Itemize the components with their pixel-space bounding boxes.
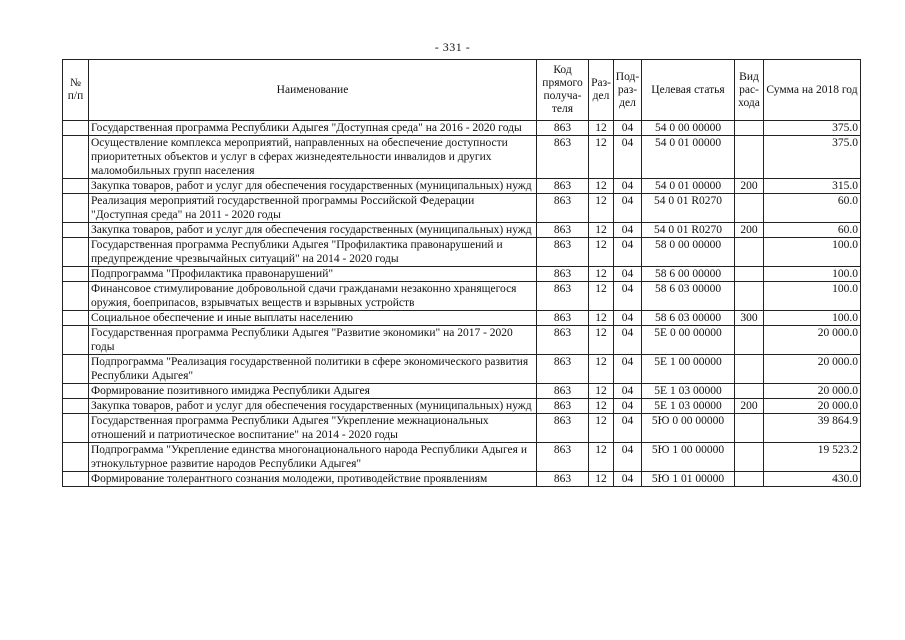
cell-section: 12 [589,443,614,472]
cell-target: 5Е 0 00 00000 [642,326,735,355]
cell-section: 12 [589,311,614,326]
cell-num [63,194,89,223]
cell-num [63,414,89,443]
table-row [63,267,861,282]
cell-target: 58 6 03 00000 [642,311,735,326]
header-section: Раз-дел [589,60,614,121]
cell-code: 863 [537,443,589,472]
cell-exp-type: 200 [735,179,764,194]
cell-subsection: 04 [614,267,642,282]
cell-amount: 430.0 [764,472,861,487]
cell-target: 58 0 00 00000 [642,238,735,267]
cell-code: 863 [537,238,589,267]
cell-code: 863 [537,355,589,384]
cell-num [63,472,89,487]
cell-code: 863 [537,311,589,326]
cell-amount: 60.0 [764,223,861,238]
cell-subsection: 04 [614,326,642,355]
cell-num [63,311,89,326]
cell-exp-type [735,121,764,136]
cell-subsection: 04 [614,311,642,326]
cell-num [63,267,89,282]
table-row [63,282,861,311]
cell-exp-type [735,267,764,282]
cell-subsection: 04 [614,384,642,399]
header-exp-type: Вид рас-хода [735,60,764,121]
cell-section: 12 [589,355,614,384]
cell-subsection: 04 [614,443,642,472]
cell-name: Государственная программа Республики Адыгея "Укрепление межнациональных отношений и патриотическое воспитание" на 2014 - 2020 годы [89,414,537,443]
cell-name: Формирование позитивного имиджа Республики Адыгея [89,384,537,399]
cell-subsection: 04 [614,179,642,194]
table-row [63,179,861,194]
table-row [63,238,861,267]
cell-exp-type: 200 [735,223,764,238]
cell-amount: 375.0 [764,121,861,136]
cell-name: Подпрограмма "Укрепление единства многонационального народа Республики Адыгея и этнокультурное развитие народов Республики Адыгея" [89,443,537,472]
cell-subsection: 04 [614,223,642,238]
table-row [63,355,861,384]
cell-section: 12 [589,238,614,267]
cell-num [63,384,89,399]
cell-code: 863 [537,472,589,487]
cell-exp-type [735,282,764,311]
cell-code: 863 [537,194,589,223]
cell-name: Подпрограмма "Профилактика правонарушений" [89,267,537,282]
cell-exp-type [735,384,764,399]
cell-code: 863 [537,282,589,311]
cell-amount: 20 000.0 [764,326,861,355]
cell-target: 54 0 00 00000 [642,121,735,136]
cell-code: 863 [537,326,589,355]
header-amount: Сумма на 2018 год [764,60,861,121]
cell-exp-type [735,194,764,223]
cell-code: 863 [537,267,589,282]
cell-target: 54 0 01 00000 [642,136,735,179]
header-code: Код прямого получа-теля [537,60,589,121]
table-row [63,472,861,487]
cell-name: Закупка товаров, работ и услуг для обеспечения государственных (муниципальных) нужд [89,223,537,238]
cell-subsection: 04 [614,414,642,443]
cell-name: Закупка товаров, работ и услуг для обеспечения государственных (муниципальных) нужд [89,179,537,194]
cell-target: 5Е 1 03 00000 [642,399,735,414]
cell-name: Подпрограмма "Реализация государственной политики в сфере экономического развития Республики Адыгея" [89,355,537,384]
table-row [63,223,861,238]
cell-num [63,399,89,414]
cell-amount: 20 000.0 [764,355,861,384]
page-number: - 331 - [434,40,471,54]
cell-section: 12 [589,472,614,487]
cell-subsection: 04 [614,194,642,223]
cell-name: Закупка товаров, работ и услуг для обеспечения государственных (муниципальных) нужд [89,399,537,414]
cell-target: 5Ю 1 01 00000 [642,472,735,487]
table-body [63,121,861,487]
cell-section: 12 [589,179,614,194]
table-row [63,414,861,443]
cell-code: 863 [537,136,589,179]
cell-name: Государственная программа Республики Адыгея "Развитие экономики" на 2017 - 2020 годы [89,326,537,355]
cell-name: Финансовое стимулирование добровольной сдачи гражданами незаконно хранящегося оружия, боеприпасов, взрывчатых веществ и взрывных устройств [89,282,537,311]
cell-subsection: 04 [614,238,642,267]
cell-exp-type [735,326,764,355]
cell-exp-type [735,136,764,179]
cell-code: 863 [537,414,589,443]
budget-table [62,59,861,487]
cell-amount: 39 864.9 [764,414,861,443]
table-row [63,384,861,399]
cell-amount: 19 523.2 [764,443,861,472]
cell-num [63,282,89,311]
cell-subsection: 04 [614,472,642,487]
cell-exp-type [735,238,764,267]
cell-num [63,443,89,472]
cell-amount: 100.0 [764,238,861,267]
header-target: Целевая статья [642,60,735,121]
cell-target: 54 0 01 R0270 [642,223,735,238]
cell-name: Государственная программа Республики Адыгея "Доступная среда" на 2016 - 2020 годы [89,121,537,136]
cell-section: 12 [589,384,614,399]
cell-code: 863 [537,121,589,136]
cell-subsection: 04 [614,136,642,179]
cell-code: 863 [537,179,589,194]
table-row [63,194,861,223]
cell-target: 54 0 01 R0270 [642,194,735,223]
cell-amount: 375.0 [764,136,861,179]
cell-target: 5Ю 0 00 00000 [642,414,735,443]
cell-num [63,136,89,179]
cell-exp-type [735,414,764,443]
cell-section: 12 [589,267,614,282]
cell-num [63,238,89,267]
cell-target: 5Е 1 00 00000 [642,355,735,384]
cell-subsection: 04 [614,355,642,384]
cell-exp-type [735,355,764,384]
cell-code: 863 [537,399,589,414]
cell-name: Государственная программа Республики Адыгея "Профилактика правонарушений и предупреждение чрезвычайных ситуаций" на 2014 - 2020 годы [89,238,537,267]
cell-num [63,326,89,355]
cell-section: 12 [589,121,614,136]
cell-target: 54 0 01 00000 [642,179,735,194]
cell-code: 863 [537,384,589,399]
cell-amount: 20 000.0 [764,384,861,399]
cell-section: 12 [589,223,614,238]
cell-section: 12 [589,194,614,223]
table-row [63,443,861,472]
table-row [63,326,861,355]
cell-amount: 100.0 [764,282,861,311]
cell-section: 12 [589,282,614,311]
cell-name: Осуществление комплекса мероприятий, направленных на обеспечение доступности приоритетных объектов и услуг в сферах жизнедеятельности инвалидов и других маломобильных групп населения [89,136,537,179]
table-row [63,136,861,179]
cell-exp-type: 200 [735,399,764,414]
table-row [63,311,861,326]
cell-name: Формирование толерантного сознания молодежи, противодействие проявлениям [89,472,537,487]
cell-amount: 100.0 [764,267,861,282]
cell-exp-type [735,443,764,472]
cell-name: Социальное обеспечение и иные выплаты населению [89,311,537,326]
cell-section: 12 [589,136,614,179]
cell-amount: 100.0 [764,311,861,326]
header-subsection: Под-раз-дел [614,60,642,121]
cell-target: 5Е 1 03 00000 [642,384,735,399]
cell-target: 58 6 03 00000 [642,282,735,311]
cell-target: 58 6 00 00000 [642,267,735,282]
cell-amount: 315.0 [764,179,861,194]
cell-amount: 20 000.0 [764,399,861,414]
cell-subsection: 04 [614,282,642,311]
cell-target: 5Ю 1 00 00000 [642,443,735,472]
cell-section: 12 [589,326,614,355]
cell-exp-type: 300 [735,311,764,326]
header-num: № п/п [63,60,89,121]
cell-subsection: 04 [614,121,642,136]
table-row [63,121,861,136]
cell-subsection: 04 [614,399,642,414]
cell-num [63,179,89,194]
cell-section: 12 [589,399,614,414]
cell-exp-type [735,472,764,487]
cell-num [63,355,89,384]
table-row [63,399,861,414]
cell-name: Реализация мероприятий государственной программы Российской Федерации "Доступная среда" на 2011 - 2020 годы [89,194,537,223]
header-row [63,60,861,121]
cell-amount: 60.0 [764,194,861,223]
cell-num [63,223,89,238]
header-name: Наименование [89,60,537,121]
cell-code: 863 [537,223,589,238]
cell-num [63,121,89,136]
cell-section: 12 [589,414,614,443]
